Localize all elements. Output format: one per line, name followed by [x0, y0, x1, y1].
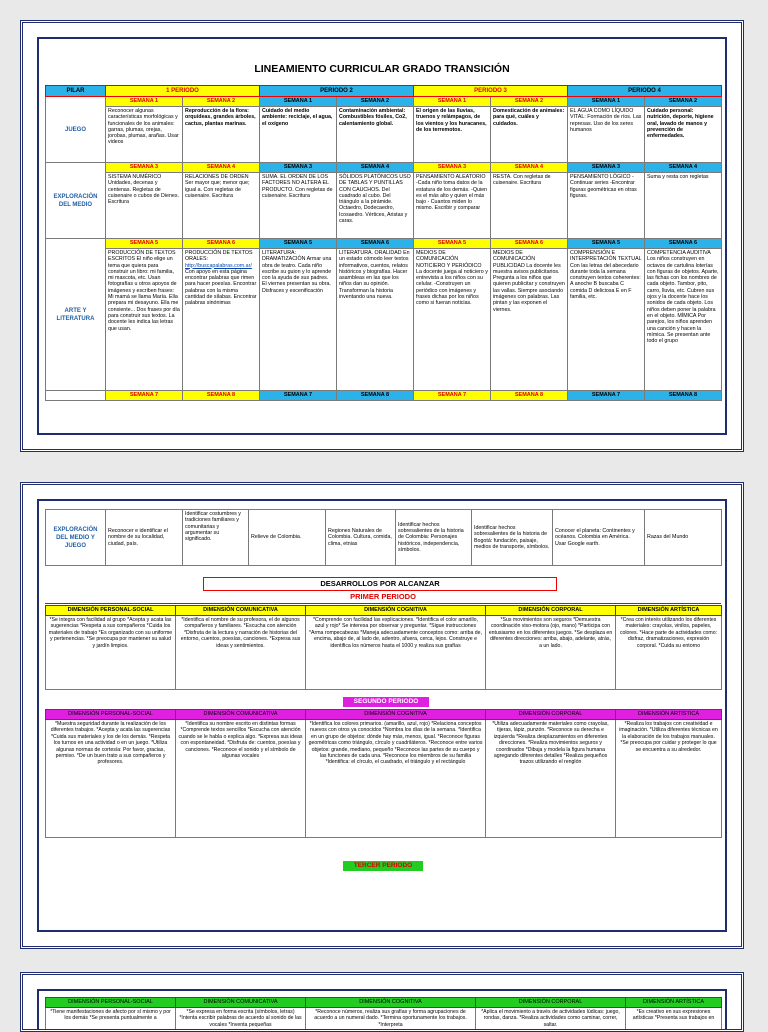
content-cell: Reconocer e identificar el nombre de su localidad, ciudad, país.: [106, 510, 183, 566]
content-cell: MEDIOS DE COMUNICACIÓN PUBLICIDAD La docente les muestra avisos publicitarios. Pregunta a los niños que quieren publicitar y construyen las vallas. Siempre asociando imágenes con palabras. Las pintan y las exponen el viernes.: [491, 249, 568, 391]
week-label: SEMANA 7: [260, 391, 337, 401]
week-label: SEMANA 5: [568, 239, 645, 249]
pilar-header: PILAR: [46, 86, 106, 97]
tercer-periodo-table: [45, 997, 722, 1032]
dimension-header: DIMENSIÓN ARTÍSTICA: [616, 710, 722, 720]
dimension-header: DIMENSIÓN ARTÍSTICA: [626, 998, 722, 1008]
development-cell: *Utiliza adecuadamente materiales como crayolas, tijeras, lápiz, punzón. *Reconoce su derecha e izquierda *Realiza desplazamientos en diferentes direcciones. *Realiza movimientos seguros y coordinados *Dibuja y modela la figura humana agregando diferentes detalles *Realiza pequeños trazos utilizando el renglón: [486, 720, 616, 838]
period-header: PERIODO 4: [568, 86, 722, 97]
development-cell: *Tiene manifestaciones de afecto por sí mismo y por los demás *Se presenta puntualmente a: [46, 1008, 176, 1032]
segundo-periodo-title: SEGUNDO PERIODO: [343, 697, 429, 707]
content-cell: Razas del Mundo: [645, 510, 722, 566]
week-label: SEMANA 1: [568, 97, 645, 107]
development-cell: *Se expresa en forma escrita (símbolos, letras) *Intenta escribir palabras de acuerdo al sonido de las vocales *Inventa pequeñas: [176, 1008, 306, 1032]
week-label: SEMANA 2: [337, 97, 414, 107]
week-label: SEMANA 5: [414, 239, 491, 249]
week-label: SEMANA 7: [568, 391, 645, 401]
period-header: PERIODO 2: [260, 86, 414, 97]
development-cell: *Muestra seguridad durante la realización de los diferentes trabajos. *Acepta y acata las sugerencias *Cuida sus materiales y los de los demás. *Respeta los turnos en una actividad o en un juego. *Utiliza algunas normas de cortesía: Por favor, gracias, permiso. *De un buen trato a sus compañeros y profesores.: [46, 720, 176, 838]
content-cell: PRODUCCIÓN DE TEXTOS ESCRITOS El niño elige un tema que quiera para construir un libro: mi familia, mi mascota, etc. Usan fotografías u otros apoyos de imágenes y escriben frases: Mi mamá se llama María. Ella prepara mi desayuno. Ella me consiente... Dos frases por día para construir sus textos. La docente les indica las letras que usan.: [106, 249, 183, 391]
content-cell: Conocer el planeta: Continentes y océanos. Colombia en América. Usar Google earth.: [553, 510, 645, 566]
content-cell: Contaminación ambiental: Combustibles fósiles, Co2, calentamiento global.: [337, 107, 414, 163]
week-label: SEMANA 8: [645, 391, 722, 401]
dimension-header: DIMENSIÓN COMUNICATIVA: [176, 710, 306, 720]
content-cell: PENSAMIENTO LÓGICO -Continuar series -Encontrar figuras geométricas en otras figuras.: [568, 173, 645, 239]
development-cell: *Realiza los trabajos con creatividad e imaginación. *Utiliza diferentes técnicas en la elaboración de los trabajos manuales. *Se preocupa por cuidar y proteger lo que se encuentra a su alrededor.: [616, 720, 722, 838]
development-cell: *Aplica el movimiento a través de actividades lúdicas: juego, rondas, danza. *Realiza actividades como caminar, correr, saltar.: [476, 1008, 626, 1032]
week-label: SEMANA 5: [260, 239, 337, 249]
content-cell: Domesticación de animales: para qué, cuáles y cuidados.: [491, 107, 568, 163]
week-label: SEMANA 4: [645, 163, 722, 173]
page-3-frame: [37, 989, 727, 1032]
development-cell: *Es creativo en sus expresiones artísticas *Presenta sus trabajos en: [626, 1008, 722, 1032]
content-cell: Relieve de Colombia.: [249, 510, 326, 566]
development-cell: *Identifica el nombre de su profesora, el de algunos compañeros y familiares. *Escucha con atención *Disfruta de la lectura y narración de historias del entorno, cuentos, poesías, canciones. *Expresa sus ideas y sentimientos.: [176, 616, 306, 690]
page-2: [20, 482, 744, 949]
dimension-header: DIMENSIÓN CORPORAL: [486, 710, 616, 720]
week-label: SEMANA 4: [337, 163, 414, 173]
week-label: SEMANA 3: [260, 163, 337, 173]
desarrollos-title: DESARROLLOS POR ALCANZAR: [203, 577, 557, 591]
pilar-exploracion: EXPLORACIÓN DEL MEDIO: [46, 163, 106, 239]
primer-periodo-table: [45, 605, 722, 690]
content-cell: Regiones Naturales de Colombia. Cultura, comida, clima, etnias: [326, 510, 396, 566]
week-label: SEMANA 7: [414, 391, 491, 401]
week-label: SEMANA 8: [491, 391, 568, 401]
content-cell: COMPRENSIÓN E INTERPRETACIÓN TEXTUAL Con las letras del abecedario durante toda la semana construyen textos coherentes: A anoche B buscaba C comida D deliciosa E en F familia, etc.: [568, 249, 645, 391]
content-cell: Cuidado personal: nutrición, deporte, higiene oral, lavado de manos y prevención de enfermedades.: [645, 107, 722, 163]
tercer-periodo-title: TERCER PERIODO: [343, 861, 423, 871]
development-cell: *Se integra con facilidad al grupo *Acepta y acata las sugerencias *Respeta a sus compañeros *Cuida los materiales de trabajo *Es organizado con su uniforme y pertenencias. *Se preocupa por mantener su salud y jardín limpios.: [46, 616, 176, 690]
week-label: SEMANA 3: [568, 163, 645, 173]
week-label: SEMANA 2: [645, 97, 722, 107]
primer-periodo-title: PRIMER PERIODO: [45, 591, 721, 604]
page-1: [20, 20, 744, 452]
content-cell: SÓLIDOS PLATÓNICOS USO DE TABLAS Y PUNTILLAS CON CAUCHOS. Del cuadrado al cubo. Del triángulo a la pirámide. Octaedro, Dodecaedro, Icosaedro. Vértices, Aristas y caras.: [337, 173, 414, 239]
content-cell: LITERATURA: DRAMATIZACIÓN Armar una obra de teatro. Cada niño escribe su guion y lo aprende con la ayuda de sus padres. El viernes presentan su obra. Disfraces y escenificación: [260, 249, 337, 391]
dimension-header: DIMENSIÓN PERSONAL-SOCIAL: [46, 710, 176, 720]
content-cell: COMPETENCIA AUDITIVA Los niños construyen en octavos de cartulina loterías con figuras de objetos. Aparte, las fichas con los nombres de cada objeto. Tambor, pito, carro, lluvia, etc. Cubren sus ojos y la docente hace los sonidos de cada objeto. Los niños deben poner la palabra en el objeto. MÍMICA Por parejos, los niños aprenden una canción y hacen la mímica. Se presentan ante todo el grupo: [645, 249, 722, 391]
content-cell: SUMA. EL ORDEN DE LOS FACTORES NO ALTERA EL PRODUCTO. Con regletas de cuisenaire. Escritura: [260, 173, 337, 239]
content-cell: [183, 249, 260, 391]
pilar-exploracion-juego: EXPLORACIÓN DEL MEDIO Y JUEGO: [46, 510, 106, 566]
period-header: PERIODO 3: [414, 86, 568, 97]
week-label: SEMANA 6: [183, 239, 260, 249]
content-cell: Identificar hechos sobresalientes de la historia de Colombia: Personajes históricos, independencia, símbolos.: [396, 510, 472, 566]
content-cell: MEDIOS DE COMUNICACIÓN NOTICIERO Y PERIÓDICO La docente juega al noticiero y entrevista a los niños con su celular. -Construyen un periódico con imágenes y frases dichas por los niños como si fueran noticias.: [414, 249, 491, 391]
content-cell: Identificar costumbres y tradiciones familiares y comunitarias y argumentar su significado.: [183, 510, 249, 566]
development-cell: *Identifica su nombre escrito en distintas formas *Comprende textos sencillos *Escucha con atención cuando se le habla o explica algo. *Expresa sus ideas con espontaneidad. *Disfruta de: cuentos, poesías y canciones. *Reconoce el sonido y el símbolo de algunas vocales: [176, 720, 306, 838]
dimension-header: DIMENSIÓN CORPORAL: [476, 998, 626, 1008]
content-cell: PENSAMIENTO ALEATORIO -Cada niño toma datos de la estatura de los demás. -Quien es el más alto y quien el más bajo - Cuantos miden lo mismo. Escribir y comparar: [414, 173, 491, 239]
week-label: SEMANA 1: [414, 97, 491, 107]
dimension-header: DIMENSIÓN COGNITIVA: [306, 606, 486, 616]
cell-text: Con apoyo en esta página encontrar palabras que rimen para hacer poesías. Encontrar palabras con la misma cantidad de sílabas. Encontrar palabras sinónimas: [185, 269, 257, 306]
week-label: SEMANA 7: [106, 391, 183, 401]
week-label: SEMANA 8: [337, 391, 414, 401]
buscapalabras-link[interactable]: http://buscapalabras.com.ar/: [185, 263, 252, 269]
dimension-header: DIMENSIÓN PERSONAL-SOCIAL: [46, 998, 176, 1008]
content-cell: RELACIONES DE ORDEN Ser mayor que; menor que; igual a. Con regletas de cuisenaire. Escritura: [183, 173, 260, 239]
content-cell: EL AGUA COMO LÍQUIDO VITAL: Formación de ríos. Las represas. Uso de los seres humanos: [568, 107, 645, 163]
development-cell: *Comprende con facilidad las explicaciones. *Identifica el color amarillo, azul y rojo* Se interesa por observar y preguntar. *Sigue instrucciones *Arma rompecabezas *Maneja adecuadamente conceptos como: arriba de, encima, abajo de, al lado de, adentro, afuera, cerca, lejos. Construye e identifica los números hasta el 1000 y realiza sus grafías: [306, 616, 486, 690]
dimension-header: DIMENSIÓN PERSONAL-SOCIAL: [46, 606, 176, 616]
content-cell: Suma y resta con regletas: [645, 173, 722, 239]
week-label: SEMANA 5: [106, 239, 183, 249]
document-title: LINEAMIENTO CURRICULAR GRADO TRANSICIÓN: [39, 63, 725, 75]
development-cell: *Sus movimientos son seguros *Demuestra coordinación viso-motora (ojo, mano) *Participa con entusiasmo en los diferentes juegos. *Se desplaza en diferentes direcciones: arriba, abajo, adelante, atrás, a un lado.: [486, 616, 616, 690]
content-cell: SISTEMA NUMÉRICO Unidades, decenas y centenas. Regletas de cuisenaire o cubos de Dienes. Escritura: [106, 173, 183, 239]
week-label: SEMANA 3: [414, 163, 491, 173]
page-2-frame: [37, 499, 727, 932]
content-cell: Reproducción de la flora: orquídeas, grandes árboles, cactus, plantas marinas.: [183, 107, 260, 163]
dimension-header: DIMENSIÓN ARTÍSTICA: [616, 606, 722, 616]
content-cell: Identificar hechos sobresalientes de la historia de Bogotá: fundación, paisaje, medios de transporte, símbolos.: [472, 510, 553, 566]
development-cell: *Crea con interés utilizando los diferentes materiales: crayolas, vinilos, papeles, colores. *Hace parte de actividades como: disfraz, dramatizaciones, expresión corporal. *Cuida su entorno: [616, 616, 722, 690]
development-cell: *Reconoce números, realiza sus grafías y forma agrupaciones de acuerdo a un numeral dado. *Termina oportunamente los trabajos. *Interpreta: [306, 1008, 476, 1032]
dimension-header: DIMENSIÓN COGNITIVA: [306, 710, 486, 720]
pilar-arte: ARTE Y LITERATURA: [46, 239, 106, 391]
week-label: SEMANA 1: [260, 97, 337, 107]
week-label: SEMANA 6: [337, 239, 414, 249]
week-label: SEMANA 1: [106, 97, 183, 107]
pilar-juego: JUEGO: [46, 97, 106, 163]
segundo-periodo-table: [45, 709, 722, 838]
exploracion-table: [45, 509, 722, 566]
cell-heading: PRODUCCIÓN DE TEXTOS ORALES:: [185, 250, 253, 262]
period-header: 1 PERIODO: [106, 86, 260, 97]
dimension-header: DIMENSIÓN COMUNICATIVA: [176, 606, 306, 616]
content-cell: Cuidado del medio ambiente: reciclaje, el agua, el oxígeno: [260, 107, 337, 163]
development-cell: *Identifica los colores primarios. (amarillo, azul, rojo) *Relaciona conceptos nuevos con otros ya conocidos *Nombra los días de la semana. *Identifica en un grupo de objetos: dónde hay más, menos, igual. *Reconoce figuras geométricas como triángulo, círculo y cuadriláteros. *Reconoce entre varios objetos: grande, mediano, pequeño *Reconoce las partes de su cuerpo y las funciones de cada una. *Reconoce los miembros de su familia *Identifica: el círculo, el cuadrado, el triángulo y el rectángulo: [306, 720, 486, 838]
week-label: SEMANA 4: [491, 163, 568, 173]
week-label: SEMANA 4: [183, 163, 260, 173]
week-label: SEMANA 2: [491, 97, 568, 107]
dimension-header: DIMENSIÓN COGNITIVA: [306, 998, 476, 1008]
week-label: SEMANA 6: [645, 239, 722, 249]
content-cell: LITERATURA. ORALIDAD En un estado cómodo leer textos informativos, cuentos, relatos históricos y biografías. Hacer asambleas en las que los niños dan su opinión. Transforman la historia inventando una nueva.: [337, 249, 414, 391]
week-label: SEMANA 3: [106, 163, 183, 173]
content-cell: El origen de las lluvias, truenos y relámpagos, de los vientos y los huracanes, de los terremotos.: [414, 107, 491, 163]
dimension-header: DIMENSIÓN CORPORAL: [486, 606, 616, 616]
week-label: SEMANA 6: [491, 239, 568, 249]
dimension-header: DIMENSIÓN COMUNICATIVA: [176, 998, 306, 1008]
page-3: [20, 972, 744, 1032]
curriculum-table: [45, 85, 722, 401]
page-1-frame: [37, 37, 727, 435]
blank-cell: [46, 391, 106, 401]
content-cell: RESTA. Con regletas de cuisenaire. Escritura: [491, 173, 568, 239]
content-cell: Reconocer algunas características morfológicas y funcionales de los animales: garras, plumas, orejas, jorobas, plumas, arañas. Usar videos: [106, 107, 183, 163]
week-label: SEMANA 8: [183, 391, 260, 401]
week-label: SEMANA 2: [183, 97, 260, 107]
